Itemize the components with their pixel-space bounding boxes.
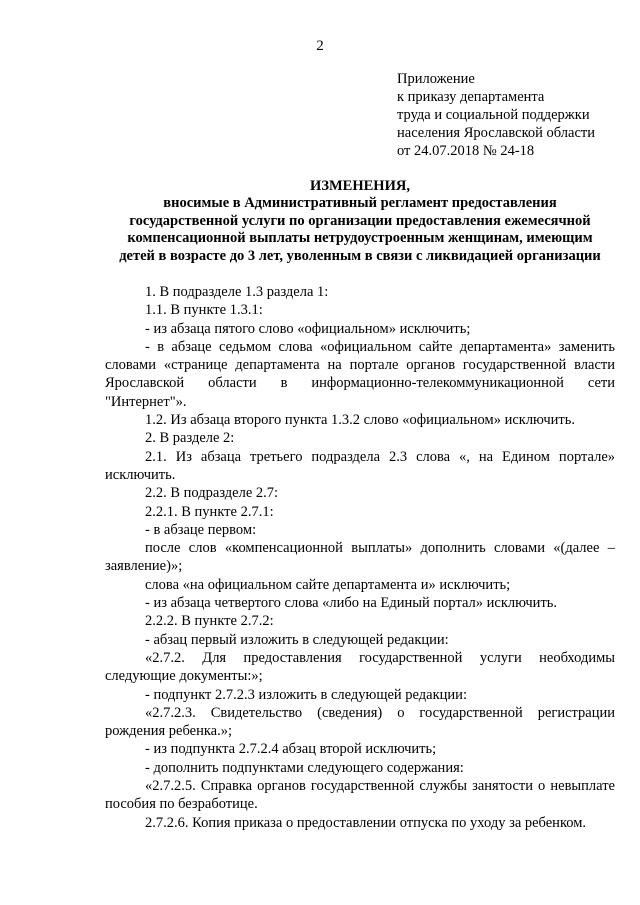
subtitle-line: детей в возрасте до 3 лет, уволенным в связи с ликвидацией организации <box>119 247 601 264</box>
subtitle-line: государственной услуги по организации предоставления ежемесячной <box>129 212 591 229</box>
appendix-line: Приложение <box>397 71 475 87</box>
paragraph: 2.2. В подразделе 2.7: <box>145 485 279 502</box>
appendix-line: населения Ярославской области <box>397 125 595 141</box>
subtitle-line: вносимые в Административный регламент предоставления <box>163 195 557 211</box>
paragraph: 2.2.1. В пункте 2.7.1: <box>145 503 274 520</box>
paragraph: 2.2.2. В пункте 2.7.2: <box>145 613 274 630</box>
paragraph: 1. В подразделе 1.3 раздела 1: <box>145 284 329 300</box>
document-body <box>105 283 615 832</box>
paragraph: «2.7.2.5. Справка органов государственной службы занятости о невыплате пособия по безработице. <box>105 778 615 813</box>
document-title: ИЗМЕНЕНИЯ, <box>310 178 410 194</box>
paragraph: «2.7.2. Для предоставления государственной услуги необходимы следующие документы:»; <box>105 649 615 685</box>
paragraph: «2.7.2.3. Свидетельство (сведения) о государственной регистрации рождения ребенка.»; <box>105 704 615 740</box>
subtitle-line: компенсационной выплаты нетрудоустроенным женщинам, имеющим <box>127 230 593 246</box>
page-number: 2 <box>316 38 324 54</box>
paragraph: после слов «компенсационной выплаты» дополнить словами «(далее – заявление)»; <box>105 540 615 575</box>
paragraph: - из подпункта 2.7.2.4 абзац второй исключить; <box>145 741 437 758</box>
paragraph: 1.2. Из абзаца второго пункта 1.3.2 слово «официальном» исключить. <box>145 412 575 429</box>
appendix-line: к приказу департамента <box>397 89 545 105</box>
paragraph: - дополнить подпунктами следующего содержания: <box>145 759 464 776</box>
appendix-line: труда и социальной поддержки <box>397 107 590 123</box>
paragraph: - из абзаца четвертого слова «либо на Единый портал» исключить. <box>145 595 558 612</box>
paragraph: 2.7.2.6. Копия приказа о предоставлении отпуска по уходу за ребенком. <box>145 814 587 831</box>
appendix-block <box>397 70 595 160</box>
paragraph: слова «на официальном сайте департамента и» исключить; <box>145 576 511 593</box>
paragraph: - в абзаце первом: <box>145 521 257 538</box>
paragraph: - абзац первый изложить в следующей редакции: <box>145 631 449 648</box>
document-subtitle <box>105 195 615 265</box>
paragraph: 2.1. Из абзаца третьего подраздела 2.3 слова «, на Едином портале» исключить. <box>105 448 615 483</box>
appendix-line: от 24.07.2018 № 24-18 <box>397 143 535 159</box>
paragraph: 2. В разделе 2: <box>145 430 235 447</box>
paragraph: 1.1. В пункте 1.3.1: <box>145 302 263 319</box>
paragraph: - подпункт 2.7.2.3 изложить в следующей редакции: <box>145 686 467 703</box>
paragraph: - в абзаце седьмом слова «официальном сайте департамента» заменить словами «странице департамента на портале органов государственной власти Ярославской области в информационно-телекоммуникационной сети "Интернет"». <box>105 338 615 410</box>
paragraph: - из абзаца пятого слово «официальном» исключить; <box>145 320 471 337</box>
